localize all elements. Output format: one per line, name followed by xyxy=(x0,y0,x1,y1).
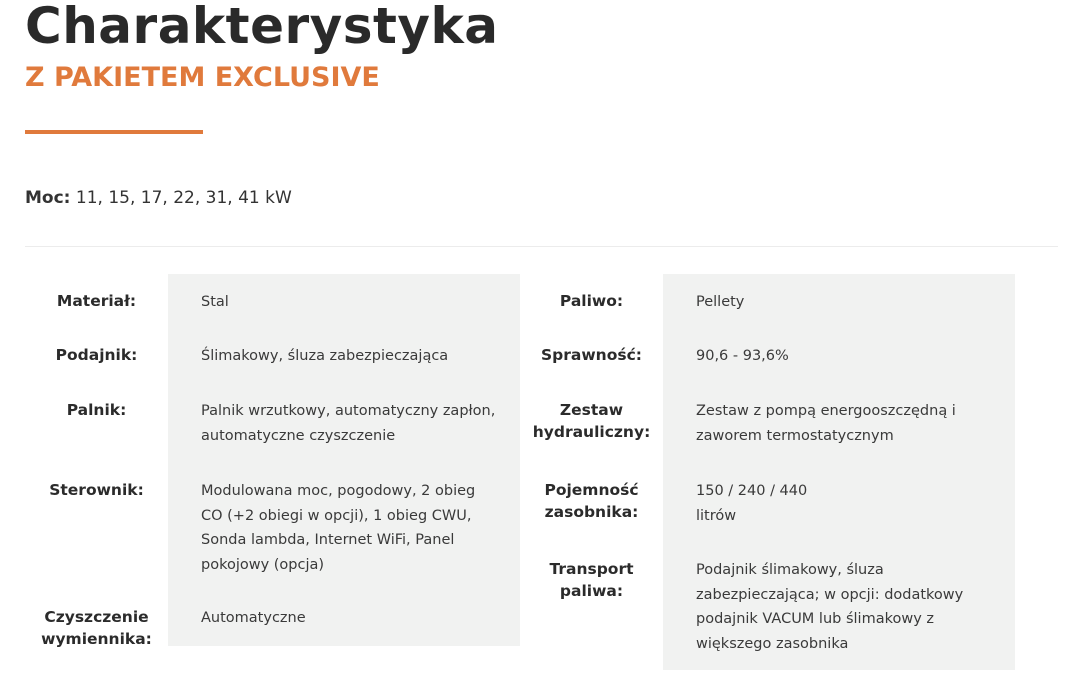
page-subtitle: Z PAKIETEM EXCLUSIVE xyxy=(25,62,380,93)
spec-label: Materiał: xyxy=(56,292,137,310)
spec-label: Zestaw hydrauliczny: xyxy=(532,401,651,441)
power-line xyxy=(25,186,292,210)
power-value: 11, 15, 17, 22, 31, 41 kW xyxy=(70,188,292,208)
section-divider xyxy=(25,246,1058,247)
spec-label: Palnik: xyxy=(66,401,127,419)
power-label: Moc: xyxy=(25,188,71,208)
spec-value: Automatyczne xyxy=(201,610,306,626)
spec-value: Modulowana moc, pogodowy, 2 obieg CO (+2 obiegi w opcji), 1 obieg CWU, Sonda lambda, Internet WiFi, Panel pokojowy (opcja) xyxy=(201,483,476,573)
spec-label: Pojemność zasobnika: xyxy=(544,481,639,521)
spec-value: Podajnik ślimakowy, śluza zabezpieczająca; w opcji: dodatkowy podajnik VACUM lub ślimakowy z większego zasobnika xyxy=(696,562,964,652)
spec-label: Paliwo: xyxy=(559,292,624,310)
spec-label: Podajnik: xyxy=(55,346,138,364)
page-title: Charakterystyka xyxy=(25,0,499,55)
spec-value: Zestaw z pompą energooszczędną i zaworem termostatycznym xyxy=(696,403,956,444)
spec-value: 90,6 - 93,6% xyxy=(696,348,789,364)
accent-underline xyxy=(25,130,203,134)
spec-label: Czyszczenie wymiennika: xyxy=(41,608,152,648)
spec-value: 150 / 240 / 440 litrów xyxy=(696,483,808,524)
spec-value: Palnik wrzutkowy, automatyczny zapłon, automatyczne czyszczenie xyxy=(201,403,496,444)
spec-label: Sprawność: xyxy=(541,346,642,364)
spec-values-background xyxy=(168,274,520,646)
spec-value: Pellety xyxy=(696,294,745,310)
spec-label: Sterownik: xyxy=(49,481,144,499)
spec-value: Stal xyxy=(201,294,229,310)
spec-value: Ślimakowy, śluza zabezpieczająca xyxy=(201,348,449,364)
spec-label: Transport paliwa: xyxy=(549,560,634,600)
